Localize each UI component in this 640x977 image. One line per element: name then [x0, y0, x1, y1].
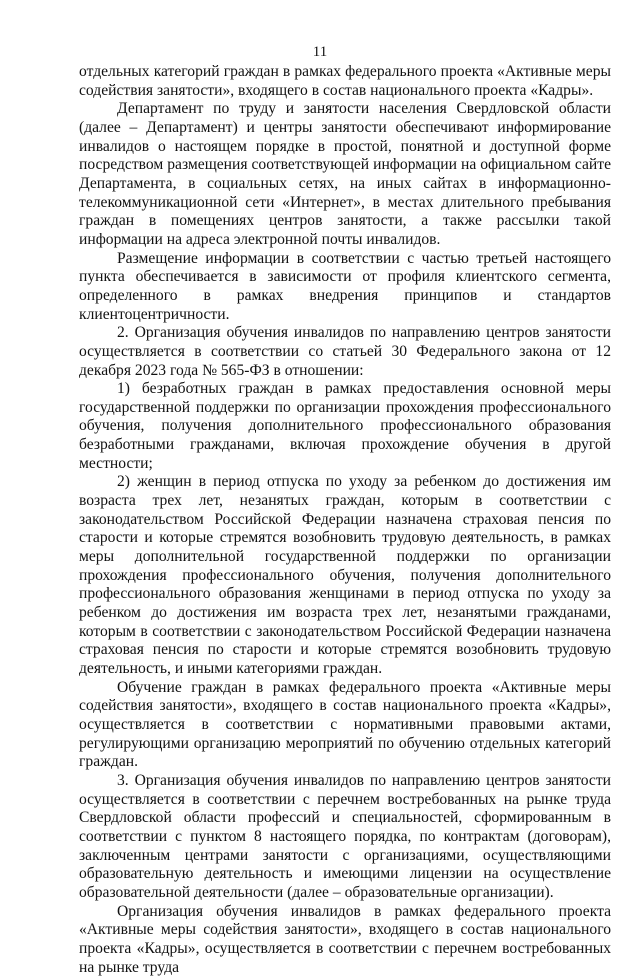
paragraph-item-3: 3. Организация обучения инвалидов по направлению центров занятости осуществляется в соответствии с перечнем востребованных на рынке труда Свердловской области профессий и специальностей, сформированным в соответствии с пунктом 8 настоящего порядка, по контрактам (договорам), заключенным центрами занятости с организациями, осуществляющими образовательную деятельность и имеющими лицензии на осуществление образовательной деятельности (далее – образовательные организации).	[79, 771, 611, 901]
paragraph-continuation: отдельных категорий граждан в рамках федерального проекта «Активные меры содействия занятости», входящего в состав национального проекта «Кадры».	[79, 63, 611, 99]
paragraph-item-2: 2. Организация обучения инвалидов по направлению центров занятости осуществляется в соответствии со статьей 30 Федерального закона от 12 декабря 2023 года № 565-ФЗ в отношении:	[79, 324, 611, 379]
paragraph-subitem-1: 1) безработных граждан в рамках предоставления основной меры государственной поддержки по организации прохождения профессионального обучения, получения дополнительного профессионального образования безработными гражданами, включая прохождение обучения в другой местности;	[79, 380, 611, 472]
page-number: 11	[312, 44, 328, 60]
document-body	[79, 63, 611, 977]
paragraph-department-informing: Департамент по труду и занятости населения Свердловской области (далее – Департамент) и центры занятости обеспечивают информирование инвалидов о настоящем порядке в простой, понятной и доступной форме посредством размещения соответствующей информации на официальном сайте Департамента, в социальных сетях, на иных сайтах в информационно-телекоммуникационной сети «Интернет», в местах длительного пребывания граждан в помещениях центров занятости, а также рассылки такой информации на адреса электронной почты инвалидов.	[79, 100, 611, 248]
paragraph-federal-project-training: Обучение граждан в рамках федерального проекта «Активные меры содействия занятости», входящего в состав национального проекта «Кадры», осуществляется в соответствии с нормативными правовыми актами, регулирующими организацию мероприятий по обучению отдельных категорий граждан.	[79, 678, 611, 771]
paragraph-federal-project-organization: Организация обучения инвалидов в рамках федерального проекта «Активные меры содействия занятости», входящего в состав национального проекта «Кадры», осуществляется в соответствии с перечнем востребованных на рынке труда	[79, 902, 611, 976]
paragraph-information-placement: Размещение информации в соответствии с частью третьей настоящего пункта обеспечивается в зависимости от профиля клиентского сегмента, определенного в рамках внедрения принципов и стандартов клиентоцентричности.	[79, 249, 611, 323]
paragraph-subitem-2: 2) женщин в период отпуска по уходу за ребенком до достижения им возраста трех лет, незанятых граждан, которым в соответствии с законодательством Российской Федерации назначена страховая пенсия по старости и которые стремятся возобновить трудовую деятельность, в рамках меры дополнительной государственной поддержки по организации прохождения профессионального обучения, получения дополнительного профессионального образования женщинами в период отпуска по уходу за ребенком до достижения им возраста трех лет, незанятыми гражданами, которым в соответствии с законодательством Российской Федерации назначена страховая пенсия по старости и которые стремятся возобновить трудовую деятельность, и иными категориями граждан.	[79, 473, 611, 677]
